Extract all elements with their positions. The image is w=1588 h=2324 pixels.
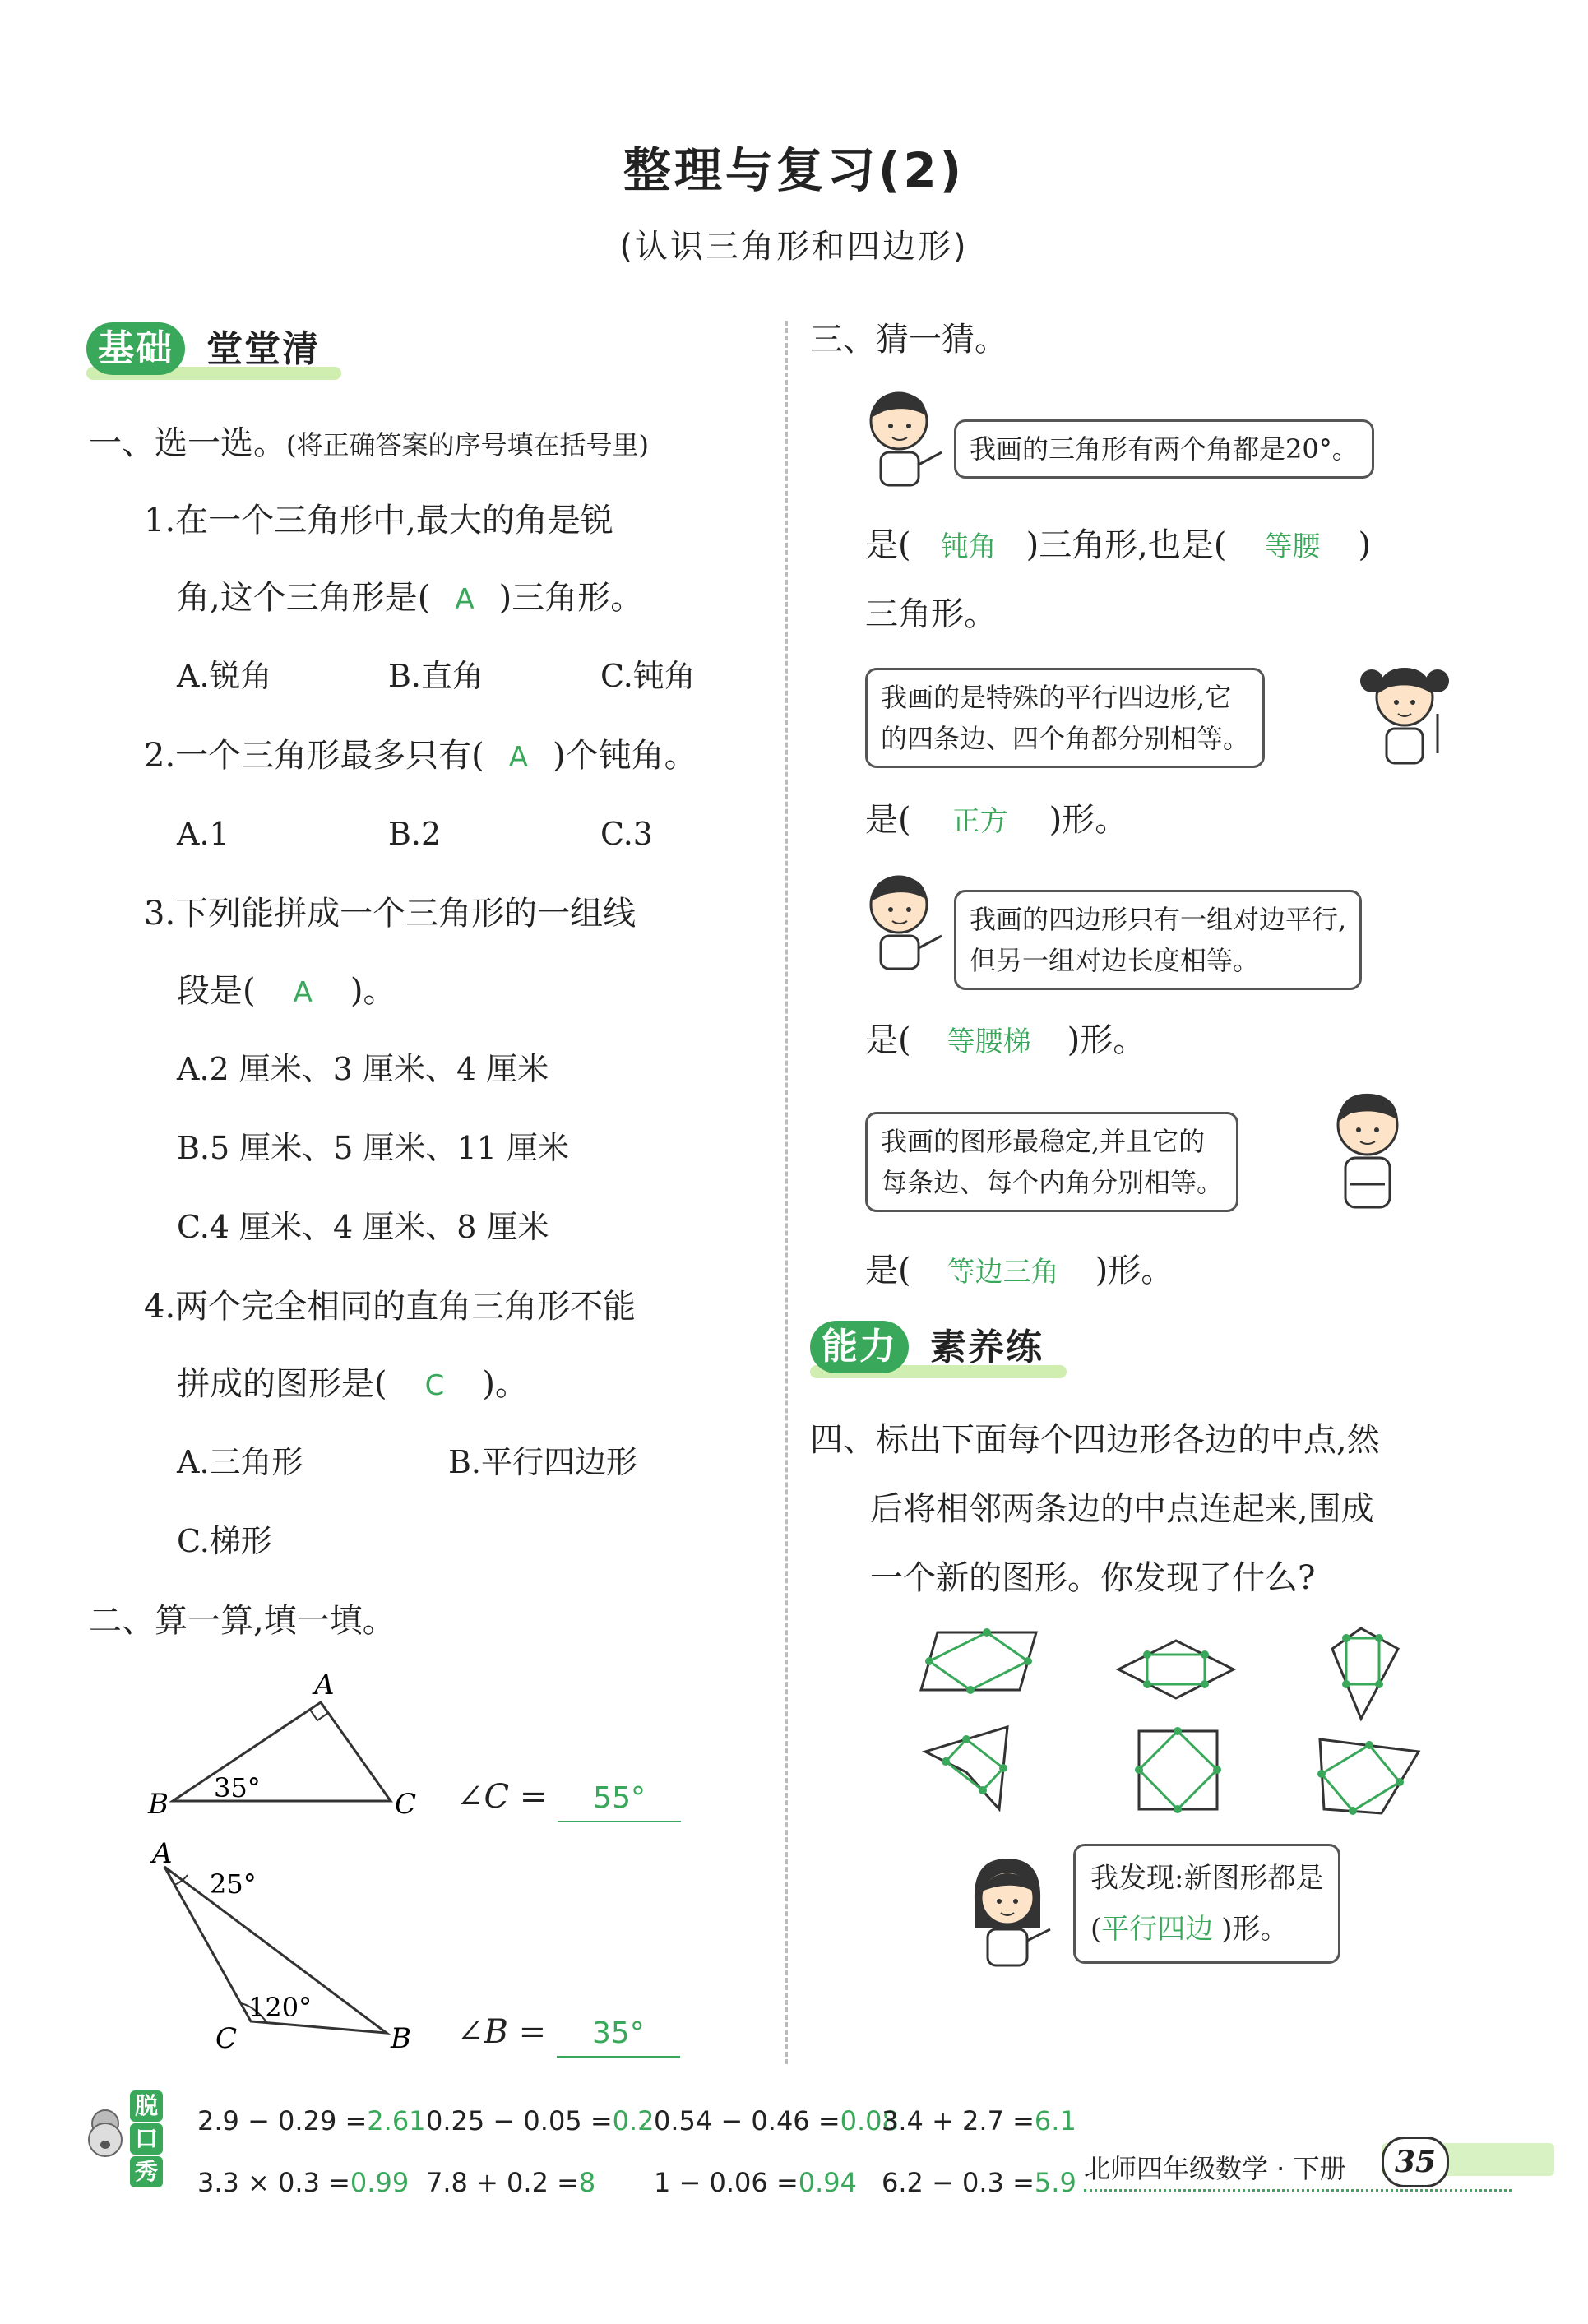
answer: A: [508, 741, 529, 774]
oral-item: [654, 2105, 899, 2137]
square-shape: [1135, 1727, 1221, 1813]
q1-item2-option-b: B.2: [388, 816, 442, 852]
text: 我发现:新图形都是: [1090, 1862, 1324, 1895]
value: 0.2: [612, 2105, 655, 2137]
vertex-c: C: [395, 1788, 417, 1821]
vertex-c: C: [215, 2022, 238, 2055]
text: 我画的四边形只有一组对边平行,: [970, 904, 1347, 935]
q1-item4-option-c: C.梯形: [177, 1523, 272, 1559]
q1-item4-option-b: B.平行四边形: [448, 1444, 638, 1480]
vertex-b: B: [391, 2022, 411, 2055]
guess4-answer-line: [865, 1248, 1174, 1294]
oral-item: [426, 2167, 595, 2198]
answer-1: 钝角: [940, 530, 997, 563]
answer: 平行四边: [1101, 1913, 1214, 1946]
angle-b-answer: 35°: [557, 2012, 680, 2058]
expr: 3.4 + 2.7 =: [882, 2105, 1035, 2137]
expr: 2.9 − 0.29 =: [197, 2105, 368, 2137]
text: 我画的是特殊的平行四边形,它: [881, 682, 1232, 713]
answer: A: [293, 976, 313, 1009]
expr: 0.54 − 0.46 =: [654, 2105, 840, 2137]
oral-item: [197, 2105, 426, 2137]
text: 但另一组对边长度相等。: [970, 945, 1260, 976]
value: 5.9: [1034, 2167, 1076, 2198]
expr: 0.25 − 0.05 =: [426, 2105, 613, 2137]
banner-text: 素养练: [930, 1326, 1044, 1368]
q1-item3-option-b: B.5 厘米、5 厘米、11 厘米: [177, 1130, 569, 1166]
q2-heading: 二、算一算,填一填。: [89, 1602, 396, 1640]
guess2-answer-line: [865, 798, 1127, 844]
answer: A: [455, 583, 475, 616]
column-divider: [785, 321, 788, 2064]
text: ): [1358, 526, 1372, 564]
value: 0.94: [798, 2167, 857, 2198]
page-subtitle: (认识三角形和四边形): [619, 228, 969, 266]
triangle-2-figure: [140, 1842, 436, 2056]
speech-bubble-2: [865, 668, 1265, 768]
discovery-bubble: [1073, 1844, 1340, 1964]
text: 是(: [865, 801, 911, 839]
q1-item1-line2: [177, 576, 643, 622]
angle-c-label: ∠C =: [456, 1778, 548, 1816]
q1-item1-line1: 1.在一个三角形中,最大的角是锐: [144, 502, 613, 539]
expr: 6.2 − 0.3 =: [882, 2167, 1035, 2198]
answer-2: 等腰: [1264, 530, 1321, 563]
q1-heading: [89, 421, 649, 467]
book-title: 北师四年级数学 · 下册: [1084, 2153, 1346, 2184]
parallelogram-shape: [921, 1628, 1036, 1694]
banner-pill: 基础: [86, 322, 185, 375]
oral-item: [654, 2167, 857, 2198]
speech-bubble-3: [954, 890, 1362, 990]
q1-item3-line2: [177, 969, 396, 1015]
oral-item: [882, 2167, 1076, 2198]
q3-heading: 三、猜一猜。: [810, 321, 1007, 359]
q1-item4-line1: 4.两个完全相同的直角三角形不能: [144, 1288, 637, 1326]
kite-shape: [1332, 1628, 1398, 1719]
value: 0.08: [840, 2105, 899, 2137]
text: 是(: [865, 1252, 911, 1289]
text: (: [1090, 1913, 1102, 1946]
text: 拼成的图形是(: [177, 1365, 387, 1403]
q1-item3-option-a: A.2 厘米、3 厘米、4 厘米: [177, 1051, 549, 1087]
girl-avatar: [1355, 656, 1454, 771]
q1-item2-option-c: C.3: [600, 816, 653, 852]
text: 是(: [865, 526, 911, 564]
text: )形。: [1067, 1021, 1146, 1059]
answer: 正方: [951, 805, 1008, 838]
banner-pill: 能力: [810, 1321, 909, 1373]
tri1-answer-line: [456, 1775, 681, 1822]
angle-c-label: 120°: [248, 1992, 313, 2023]
text: )形。: [1221, 1913, 1289, 1946]
irregular-quad-shape: [1317, 1739, 1419, 1815]
oral-item: [197, 2167, 409, 2198]
right-angle-mark: [310, 1710, 328, 1720]
text: 2.一个三角形最多只有(: [144, 737, 484, 775]
answer: C: [424, 1369, 445, 1402]
q4-line3: 一个新的图形。你发现了什么?: [870, 1559, 1316, 1597]
section-banner-ability: [810, 1321, 1067, 1378]
angle-c-answer: 55°: [558, 1776, 681, 1822]
angle-a-label: 25°: [210, 1868, 257, 1900]
q1-item1-option-a: A.锐角: [177, 658, 272, 694]
text: 我画的图形最稳定,并且它的: [881, 1126, 1206, 1157]
oral-item: [426, 2105, 655, 2137]
discovery-answer-line: [1090, 1904, 1323, 1955]
page-number: 35: [1382, 2137, 1449, 2187]
text: )。: [482, 1365, 528, 1403]
expr: 3.3 × 0.3 =: [197, 2167, 350, 2198]
triangle-1: [173, 1702, 391, 1801]
tri2-answer-line: [456, 2010, 680, 2058]
text: 段是(: [177, 972, 256, 1010]
angle-b-label: 35°: [214, 1772, 261, 1803]
text: 是(: [865, 1021, 911, 1059]
boy-avatar-3: [1322, 1086, 1413, 1217]
vertex-a: A: [314, 1669, 335, 1701]
text: )三角形,也是(: [1025, 526, 1227, 564]
banner-text: 堂堂清: [206, 328, 320, 370]
expr: 7.8 + 0.2 =: [426, 2167, 579, 2198]
girl-avatar-2: [958, 1850, 1057, 1974]
footer-dotted-line: [1084, 2189, 1512, 2192]
text: )。: [350, 972, 396, 1010]
badge-char-3: 秀: [130, 2156, 163, 2187]
boy-avatar-1: [859, 387, 950, 493]
text: )个钝角。: [553, 737, 697, 775]
text: 每条边、每个内角分别相等。: [881, 1167, 1224, 1198]
page-title: 整理与复习(2): [623, 142, 965, 198]
text: )形。: [1095, 1252, 1174, 1289]
oral-badge: [82, 2090, 173, 2189]
q1-item2-option-a: A.1: [177, 816, 229, 852]
text: )形。: [1049, 801, 1128, 839]
text: 的四条边、四个角都分别相等。: [881, 723, 1250, 754]
section-banner-basic: [86, 322, 341, 380]
answer: 等边三角: [947, 1256, 1059, 1289]
q1-item3-option-c: C.4 厘米、4 厘米、8 厘米: [177, 1209, 549, 1245]
answer: 等腰梯: [947, 1025, 1031, 1058]
guess1-answer-line: [865, 523, 1371, 569]
q4-line2: 后将相邻两条边的中点连起来,围成: [870, 1490, 1374, 1528]
speech-bubble-4: [865, 1112, 1238, 1212]
q1-item3-line1: 3.下列能拼成一个三角形的一组线: [144, 895, 637, 933]
speech-bubble-1: 我画的三角形有两个角都是20°。: [954, 419, 1374, 479]
q1-item4-option-a: A.三角形: [177, 1444, 303, 1480]
badge-char-1: 脱: [130, 2090, 163, 2122]
badge-char-2: 口: [130, 2123, 163, 2155]
text: 角,这个三角形是(: [177, 579, 431, 617]
q1-hint: (将正确答案的序号填在括号里): [286, 429, 649, 461]
concave-quad-shape: [925, 1727, 1007, 1809]
value: 8: [578, 2167, 596, 2198]
oral-item: [882, 2105, 1076, 2137]
guess3-answer-line: [865, 1018, 1146, 1064]
q1-item4-line2: [177, 1362, 528, 1408]
q4-line1: 四、标出下面每个四边形各边的中点,然: [810, 1421, 1380, 1459]
text: )三角形。: [498, 579, 644, 617]
angle-b-label: ∠B =: [456, 2013, 547, 2051]
vertex-b: B: [148, 1788, 169, 1821]
q1-item1-option-c: C.钝角: [600, 658, 696, 694]
triangle-1-figure: [140, 1669, 436, 1842]
rhombus-shape: [1118, 1641, 1234, 1698]
value: 0.99: [350, 2167, 410, 2198]
guess1-line2: 三角形。: [865, 595, 997, 633]
value: 2.61: [367, 2105, 426, 2137]
q1-heading-text: 一、选一选。: [89, 424, 286, 462]
q1-item1-option-b: B.直角: [388, 658, 484, 694]
value: 6.1: [1034, 2105, 1076, 2137]
quadrilaterals-figure: [913, 1620, 1439, 1834]
q1-item2-line1: [144, 734, 697, 780]
boy-avatar-2: [859, 870, 950, 977]
vertex-a: A: [152, 1842, 173, 1870]
expr: 1 − 0.06 =: [654, 2167, 799, 2198]
